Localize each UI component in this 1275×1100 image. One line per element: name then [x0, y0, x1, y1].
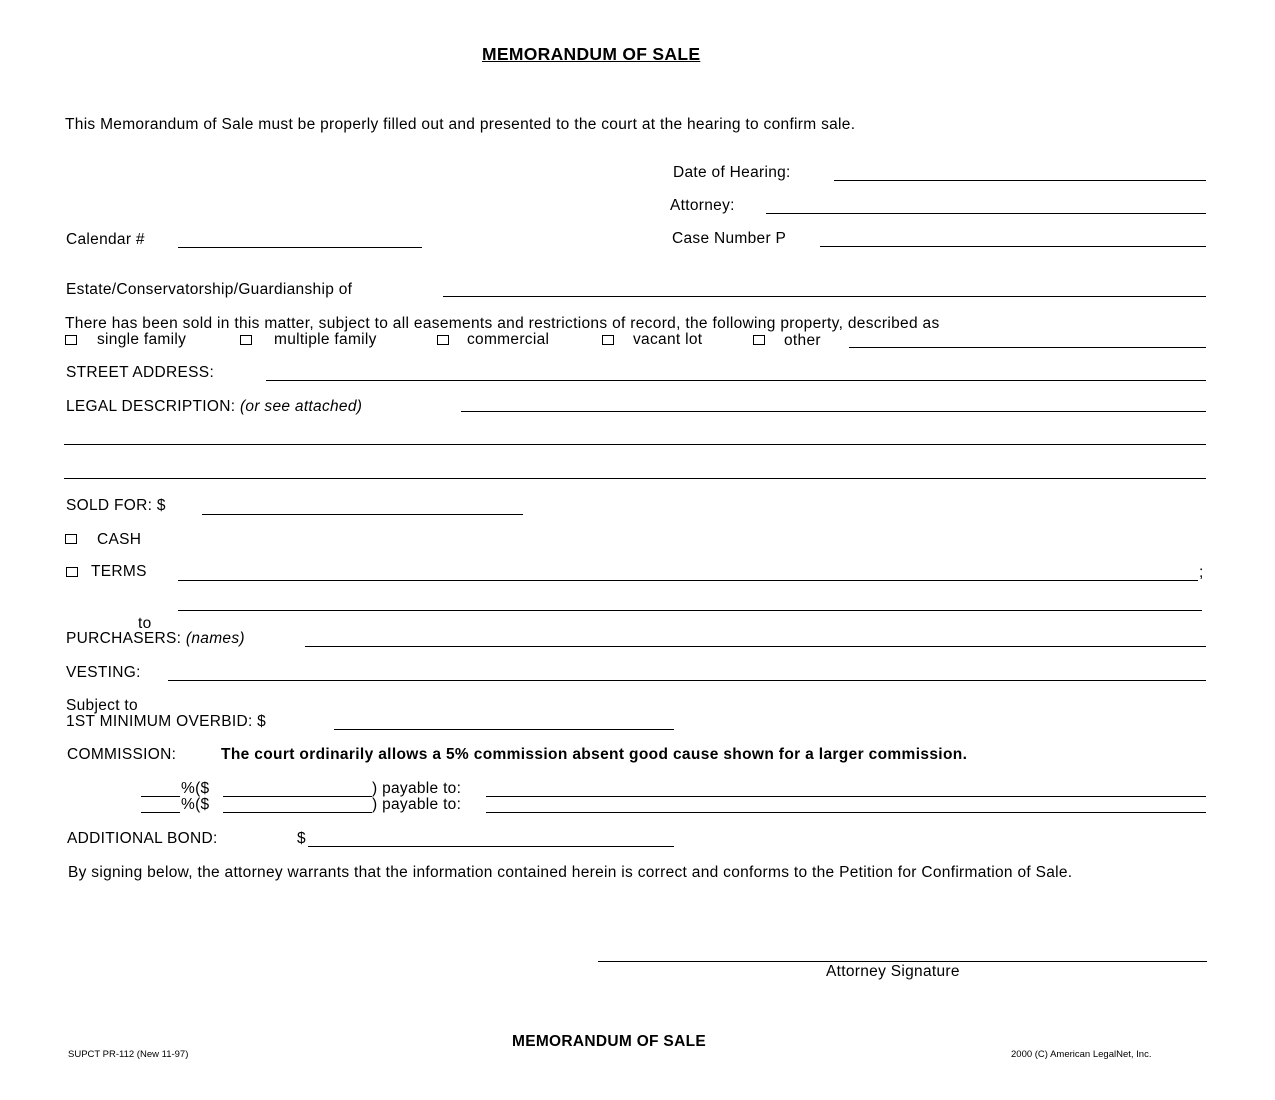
legal-description-field-1[interactable]: [461, 411, 1206, 412]
commission-amount-field-2[interactable]: [223, 812, 372, 813]
attorney-signature-label: Attorney Signature: [826, 963, 960, 980]
commission-percent-label-1: %($: [181, 780, 210, 797]
to-label: to: [138, 615, 152, 632]
property-intro-text: There has been sold in this matter, subject to all easements and restrictions of record, the following property, described as: [65, 315, 940, 332]
commission-payee-field-1[interactable]: [486, 796, 1206, 797]
purchasers-text: PURCHASERS:: [66, 630, 182, 647]
purchasers-label: [66, 630, 245, 648]
commission-payable-label-1: ) payable to:: [372, 780, 462, 797]
subject-to-label: Subject to: [66, 697, 138, 714]
page-title: MEMORANDUM OF SALE: [482, 44, 701, 64]
street-address-field[interactable]: [266, 380, 1206, 381]
footer-form-id: SUPCT PR-112 (New 11-97): [68, 1049, 189, 1060]
commercial-label: commercial: [467, 331, 550, 348]
overbid-label: 1ST MINIMUM OVERBID: $: [66, 713, 267, 730]
calendar-field[interactable]: [178, 247, 422, 248]
calendar-label: Calendar #: [66, 231, 145, 248]
intro-text: This Memorandum of Sale must be properly filled out and presented to the court at the hearing to confirm sale.: [65, 116, 856, 133]
legal-description-label: [66, 398, 362, 416]
commission-percent-label-2: %($: [181, 796, 210, 813]
multiple-family-label: multiple family: [274, 331, 377, 348]
estate-field[interactable]: [443, 296, 1206, 297]
terms-field-1[interactable]: [178, 580, 1198, 581]
vesting-label: VESTING:: [66, 664, 141, 681]
commercial-checkbox[interactable]: [437, 335, 449, 345]
other-checkbox[interactable]: [753, 335, 765, 345]
terms-field-2[interactable]: [178, 610, 1202, 611]
bond-dollar-sign: $: [297, 830, 306, 847]
commission-percent-field-2[interactable]: [141, 812, 180, 813]
vacant-lot-checkbox[interactable]: [602, 335, 614, 345]
date-of-hearing-field[interactable]: [834, 180, 1206, 181]
attorney-label: Attorney:: [670, 197, 735, 214]
legal-description-note: (or see attached): [239, 398, 363, 415]
legal-description-field-2[interactable]: [64, 444, 1206, 445]
commission-payable-label-2: ) payable to:: [372, 796, 462, 813]
multiple-family-checkbox[interactable]: [240, 335, 252, 345]
warranty-text: By signing below, the attorney warrants that the information contained herein is correct and conforms to the Petition for Confirmation of Sale.: [68, 864, 1073, 881]
vacant-lot-label: vacant lot: [633, 331, 703, 348]
commission-amount-field-1[interactable]: [223, 796, 372, 797]
purchasers-field[interactable]: [305, 646, 1206, 647]
overbid-field[interactable]: [334, 729, 674, 730]
legal-description-text: LEGAL DESCRIPTION:: [66, 398, 236, 415]
terms-checkbox[interactable]: [66, 567, 78, 577]
sold-for-field[interactable]: [202, 514, 523, 515]
case-number-field[interactable]: [820, 246, 1206, 247]
attorney-signature-field[interactable]: [598, 961, 1207, 962]
case-number-label: Case Number P: [672, 230, 787, 247]
footer-title: MEMORANDUM OF SALE: [512, 1033, 706, 1050]
commission-label: COMMISSION:: [67, 746, 177, 763]
commission-payee-field-2[interactable]: [486, 812, 1206, 813]
legal-description-field-3[interactable]: [64, 478, 1206, 479]
footer-copyright: 2000 (C) American LegalNet, Inc.: [1011, 1049, 1152, 1060]
other-field[interactable]: [849, 347, 1206, 348]
commission-note: The court ordinarily allows a 5% commission absent good cause shown for a larger commission.: [221, 746, 968, 763]
date-of-hearing-label: Date of Hearing:: [673, 164, 791, 181]
estate-label: Estate/Conservatorship/Guardianship of: [66, 281, 353, 298]
street-address-label: STREET ADDRESS:: [66, 364, 215, 381]
commission-percent-field-1[interactable]: [141, 796, 180, 797]
additional-bond-label: ADDITIONAL BOND:: [67, 830, 218, 847]
vesting-field[interactable]: [168, 680, 1206, 681]
single-family-label: single family: [97, 331, 187, 348]
terms-label: TERMS: [91, 563, 147, 580]
additional-bond-field[interactable]: [308, 846, 674, 847]
other-label: other: [784, 332, 821, 349]
single-family-checkbox[interactable]: [65, 335, 77, 345]
cash-checkbox[interactable]: [65, 534, 77, 544]
cash-label: CASH: [97, 531, 142, 548]
terms-semicolon: ;: [1199, 564, 1204, 581]
purchasers-note: (names): [185, 630, 245, 647]
sold-for-label: SOLD FOR: $: [66, 497, 166, 514]
attorney-field[interactable]: [766, 213, 1206, 214]
